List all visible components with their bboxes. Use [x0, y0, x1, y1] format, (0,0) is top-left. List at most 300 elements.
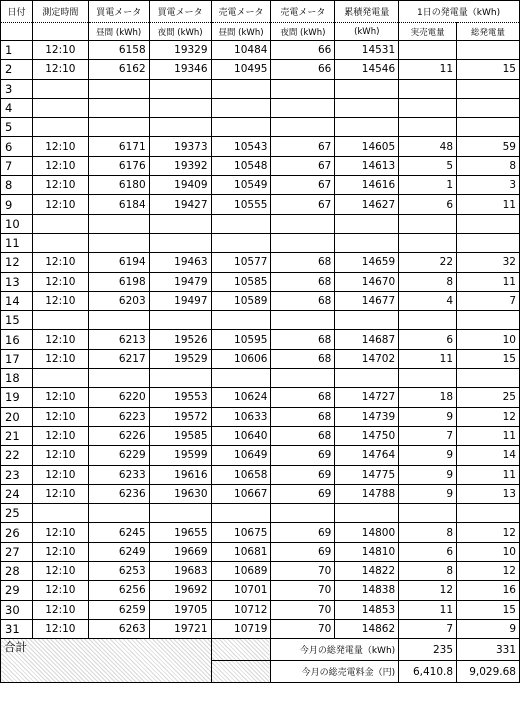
sold-cell[interactable]: 6: [399, 330, 457, 349]
sell-day-cell[interactable]: 10606: [211, 349, 271, 368]
time-cell[interactable]: [32, 79, 88, 98]
subheader-total-generation[interactable]: 総発電量: [457, 23, 520, 41]
sell-day-cell[interactable]: 10585: [211, 272, 271, 291]
sell-day-cell[interactable]: [211, 233, 271, 252]
sell-day-cell[interactable]: 10689: [211, 562, 271, 581]
cumulative-cell[interactable]: 14546: [335, 60, 399, 79]
cumulative-cell[interactable]: 14531: [335, 41, 399, 60]
time-cell[interactable]: 12:10: [32, 156, 88, 175]
sell-night-cell[interactable]: 67: [271, 137, 335, 156]
sell-night-cell[interactable]: 70: [271, 581, 335, 600]
buy-day-cell[interactable]: 6162: [88, 60, 149, 79]
generation-cell[interactable]: 15: [457, 60, 520, 79]
sell-day-cell[interactable]: 10675: [211, 523, 271, 542]
subheader-time-blank[interactable]: [32, 23, 88, 41]
sell-night-cell[interactable]: 68: [271, 291, 335, 310]
buy-night-cell[interactable]: [149, 311, 211, 330]
header-time[interactable]: 測定時間: [32, 1, 88, 23]
sell-night-cell[interactable]: 66: [271, 41, 335, 60]
sell-night-cell[interactable]: 68: [271, 388, 335, 407]
sell-day-cell[interactable]: 10543: [211, 137, 271, 156]
day-cell[interactable]: 5: [1, 118, 33, 137]
header-sell-night[interactable]: 売電メータ: [271, 1, 335, 23]
header-buy-night[interactable]: 買電メータ: [149, 1, 211, 23]
sold-cell[interactable]: [399, 504, 457, 523]
time-cell[interactable]: 12:10: [32, 542, 88, 561]
generation-cell[interactable]: 11: [457, 426, 520, 445]
buy-night-cell[interactable]: 19529: [149, 349, 211, 368]
cumulative-cell[interactable]: [335, 311, 399, 330]
sell-night-cell[interactable]: 68: [271, 426, 335, 445]
sell-night-cell[interactable]: 69: [271, 484, 335, 503]
cumulative-cell[interactable]: 14775: [335, 465, 399, 484]
day-cell[interactable]: 8: [1, 176, 33, 195]
generation-cell[interactable]: [457, 369, 520, 388]
cumulative-cell[interactable]: 14862: [335, 619, 399, 638]
buy-day-cell[interactable]: 6176: [88, 156, 149, 175]
cumulative-cell[interactable]: [335, 79, 399, 98]
cumulative-cell[interactable]: 14670: [335, 272, 399, 291]
monthly-generation-label[interactable]: 今月の総発電量（kWh): [271, 639, 399, 661]
time-cell[interactable]: 12:10: [32, 195, 88, 214]
cumulative-cell[interactable]: 14659: [335, 253, 399, 272]
sold-cell[interactable]: 9: [399, 484, 457, 503]
day-cell[interactable]: 7: [1, 156, 33, 175]
buy-day-cell[interactable]: [88, 311, 149, 330]
buy-night-cell[interactable]: 19669: [149, 542, 211, 561]
header-cumulative[interactable]: 累積発電量: [335, 1, 399, 23]
day-cell[interactable]: 2: [1, 60, 33, 79]
time-cell[interactable]: 12:10: [32, 41, 88, 60]
time-cell[interactable]: 12:10: [32, 272, 88, 291]
buy-night-cell[interactable]: 19346: [149, 60, 211, 79]
time-cell[interactable]: [32, 214, 88, 233]
sell-night-cell[interactable]: 69: [271, 465, 335, 484]
sell-day-cell[interactable]: 10577: [211, 253, 271, 272]
sold-cell[interactable]: 7: [399, 426, 457, 445]
buy-day-cell[interactable]: [88, 118, 149, 137]
sell-night-cell[interactable]: [271, 369, 335, 388]
generation-cell[interactable]: [457, 311, 520, 330]
day-cell[interactable]: 10: [1, 214, 33, 233]
sell-night-cell[interactable]: 70: [271, 600, 335, 619]
buy-day-cell[interactable]: [88, 214, 149, 233]
buy-night-cell[interactable]: [149, 79, 211, 98]
sell-day-cell[interactable]: 10595: [211, 330, 271, 349]
cumulative-cell[interactable]: 14613: [335, 156, 399, 175]
generation-cell[interactable]: 9: [457, 619, 520, 638]
day-cell[interactable]: 4: [1, 98, 33, 117]
generation-cell[interactable]: 12: [457, 562, 520, 581]
sold-cell[interactable]: 4: [399, 291, 457, 310]
generation-cell[interactable]: [457, 41, 520, 60]
generation-cell[interactable]: [457, 214, 520, 233]
buy-night-cell[interactable]: 19463: [149, 253, 211, 272]
buy-night-cell[interactable]: 19526: [149, 330, 211, 349]
sell-day-cell[interactable]: 10555: [211, 195, 271, 214]
generation-cell[interactable]: [457, 79, 520, 98]
sold-cell[interactable]: 12: [399, 581, 457, 600]
day-cell[interactable]: 22: [1, 446, 33, 465]
buy-night-cell[interactable]: [149, 118, 211, 137]
time-cell[interactable]: [32, 98, 88, 117]
buy-day-cell[interactable]: [88, 79, 149, 98]
sold-cell[interactable]: 1: [399, 176, 457, 195]
buy-night-cell[interactable]: 19599: [149, 446, 211, 465]
buy-night-cell[interactable]: 19427: [149, 195, 211, 214]
sell-night-cell[interactable]: 68: [271, 253, 335, 272]
sell-day-cell[interactable]: 10633: [211, 407, 271, 426]
day-cell[interactable]: 30: [1, 600, 33, 619]
cumulative-cell[interactable]: 14677: [335, 291, 399, 310]
buy-day-cell[interactable]: [88, 98, 149, 117]
day-cell[interactable]: 26: [1, 523, 33, 542]
sell-night-cell[interactable]: [271, 118, 335, 137]
sell-night-cell[interactable]: [271, 79, 335, 98]
sell-day-cell[interactable]: 10701: [211, 581, 271, 600]
sold-cell[interactable]: 7: [399, 619, 457, 638]
cumulative-cell[interactable]: 14750: [335, 426, 399, 445]
time-cell[interactable]: [32, 118, 88, 137]
cumulative-cell[interactable]: 14810: [335, 542, 399, 561]
sell-night-cell[interactable]: 69: [271, 523, 335, 542]
time-cell[interactable]: 12:10: [32, 523, 88, 542]
buy-day-cell[interactable]: [88, 233, 149, 252]
sold-cell[interactable]: 48: [399, 137, 457, 156]
buy-night-cell[interactable]: 19409: [149, 176, 211, 195]
sell-night-cell[interactable]: 68: [271, 349, 335, 368]
sell-day-cell[interactable]: [211, 311, 271, 330]
cumulative-cell[interactable]: [335, 369, 399, 388]
generation-cell[interactable]: 12: [457, 407, 520, 426]
subheader-cumulative[interactable]: (kWh): [335, 23, 399, 41]
buy-night-cell[interactable]: 19497: [149, 291, 211, 310]
sell-day-cell[interactable]: 10640: [211, 426, 271, 445]
day-cell[interactable]: 12: [1, 253, 33, 272]
sell-day-cell[interactable]: 10719: [211, 619, 271, 638]
generation-cell[interactable]: 3: [457, 176, 520, 195]
buy-night-cell[interactable]: 19683: [149, 562, 211, 581]
cumulative-cell[interactable]: [335, 118, 399, 137]
buy-day-cell[interactable]: 6236: [88, 484, 149, 503]
day-cell[interactable]: 18: [1, 369, 33, 388]
time-cell[interactable]: 12:10: [32, 349, 88, 368]
buy-night-cell[interactable]: 19572: [149, 407, 211, 426]
sold-cell[interactable]: 22: [399, 253, 457, 272]
time-cell[interactable]: [32, 504, 88, 523]
subheader-buy-day[interactable]: 昼間 (kWh): [88, 23, 149, 41]
cumulative-cell[interactable]: 14727: [335, 388, 399, 407]
generation-cell[interactable]: [457, 118, 520, 137]
sell-night-cell[interactable]: 67: [271, 195, 335, 214]
cumulative-cell[interactable]: [335, 98, 399, 117]
time-cell[interactable]: [32, 233, 88, 252]
time-cell[interactable]: 12:10: [32, 562, 88, 581]
day-cell[interactable]: 11: [1, 233, 33, 252]
sell-night-cell[interactable]: [271, 98, 335, 117]
cumulative-cell[interactable]: 14739: [335, 407, 399, 426]
buy-night-cell[interactable]: [149, 369, 211, 388]
subheader-sell-night[interactable]: 夜間 (kWh): [271, 23, 335, 41]
day-cell[interactable]: 16: [1, 330, 33, 349]
day-cell[interactable]: 23: [1, 465, 33, 484]
sell-day-cell[interactable]: 10549: [211, 176, 271, 195]
sell-night-cell[interactable]: 67: [271, 156, 335, 175]
time-cell[interactable]: [32, 311, 88, 330]
sold-cell[interactable]: [399, 311, 457, 330]
buy-night-cell[interactable]: 19479: [149, 272, 211, 291]
sell-day-cell[interactable]: 10495: [211, 60, 271, 79]
generation-cell[interactable]: [457, 98, 520, 117]
sell-day-cell[interactable]: 10484: [211, 41, 271, 60]
day-cell[interactable]: 31: [1, 619, 33, 638]
buy-day-cell[interactable]: 6220: [88, 388, 149, 407]
cumulative-cell[interactable]: 14702: [335, 349, 399, 368]
sell-day-cell[interactable]: [211, 504, 271, 523]
cumulative-cell[interactable]: [335, 214, 399, 233]
sell-day-cell[interactable]: [211, 98, 271, 117]
subheader-actual-sold[interactable]: 実売電量: [399, 23, 457, 41]
day-cell[interactable]: 13: [1, 272, 33, 291]
buy-night-cell[interactable]: 19655: [149, 523, 211, 542]
sell-night-cell[interactable]: 70: [271, 619, 335, 638]
monthly-total-kwh[interactable]: 331: [457, 639, 520, 661]
subheader-sell-day[interactable]: 昼間 (kWh): [211, 23, 271, 41]
sold-cell[interactable]: 11: [399, 349, 457, 368]
sold-cell[interactable]: 6: [399, 195, 457, 214]
buy-night-cell[interactable]: [149, 504, 211, 523]
sell-night-cell[interactable]: [271, 214, 335, 233]
sold-cell[interactable]: [399, 79, 457, 98]
sold-cell[interactable]: [399, 369, 457, 388]
buy-night-cell[interactable]: 19585: [149, 426, 211, 445]
cumulative-cell[interactable]: [335, 233, 399, 252]
monthly-fee-label[interactable]: 今月の総売電料金（円): [271, 661, 399, 683]
cumulative-cell[interactable]: 14616: [335, 176, 399, 195]
buy-night-cell[interactable]: 19553: [149, 388, 211, 407]
cumulative-cell[interactable]: 14788: [335, 484, 399, 503]
generation-cell[interactable]: 14: [457, 446, 520, 465]
generation-cell[interactable]: 16: [457, 581, 520, 600]
time-cell[interactable]: 12:10: [32, 388, 88, 407]
sell-day-cell[interactable]: 10649: [211, 446, 271, 465]
buy-day-cell[interactable]: 6245: [88, 523, 149, 542]
totals-filler-1[interactable]: [211, 639, 271, 661]
sell-night-cell[interactable]: 67: [271, 176, 335, 195]
day-cell[interactable]: 21: [1, 426, 33, 445]
sold-cell[interactable]: 8: [399, 272, 457, 291]
time-cell[interactable]: 12:10: [32, 330, 88, 349]
buy-day-cell[interactable]: 6263: [88, 619, 149, 638]
buy-night-cell[interactable]: 19373: [149, 137, 211, 156]
generation-cell[interactable]: 10: [457, 330, 520, 349]
generation-cell[interactable]: 25: [457, 388, 520, 407]
sell-night-cell[interactable]: 69: [271, 542, 335, 561]
generation-cell[interactable]: 10: [457, 542, 520, 561]
sold-cell[interactable]: 9: [399, 465, 457, 484]
header-daily-generation[interactable]: 1日の発電量（kWh): [399, 1, 520, 23]
generation-cell[interactable]: 59: [457, 137, 520, 156]
generation-cell[interactable]: 11: [457, 465, 520, 484]
buy-night-cell[interactable]: 19392: [149, 156, 211, 175]
day-cell[interactable]: 20: [1, 407, 33, 426]
buy-day-cell[interactable]: 6194: [88, 253, 149, 272]
sold-cell[interactable]: 6: [399, 542, 457, 561]
day-cell[interactable]: 1: [1, 41, 33, 60]
sell-night-cell[interactable]: 70: [271, 562, 335, 581]
day-cell[interactable]: 3: [1, 79, 33, 98]
time-cell[interactable]: 12:10: [32, 137, 88, 156]
sold-cell[interactable]: 9: [399, 446, 457, 465]
day-cell[interactable]: 17: [1, 349, 33, 368]
sell-day-cell[interactable]: [211, 214, 271, 233]
buy-night-cell[interactable]: 19616: [149, 465, 211, 484]
generation-cell[interactable]: 12: [457, 523, 520, 542]
sold-cell[interactable]: [399, 98, 457, 117]
sell-night-cell[interactable]: 68: [271, 407, 335, 426]
header-sell-day[interactable]: 売電メータ: [211, 1, 271, 23]
sell-day-cell[interactable]: 10658: [211, 465, 271, 484]
time-cell[interactable]: [32, 369, 88, 388]
generation-cell[interactable]: 15: [457, 600, 520, 619]
buy-night-cell[interactable]: 19705: [149, 600, 211, 619]
sold-cell[interactable]: 5: [399, 156, 457, 175]
cumulative-cell[interactable]: 14822: [335, 562, 399, 581]
day-cell[interactable]: 9: [1, 195, 33, 214]
buy-day-cell[interactable]: 6217: [88, 349, 149, 368]
monthly-sold-kwh[interactable]: 235: [399, 639, 457, 661]
cumulative-cell[interactable]: 14605: [335, 137, 399, 156]
buy-day-cell[interactable]: [88, 369, 149, 388]
time-cell[interactable]: 12:10: [32, 291, 88, 310]
sell-day-cell[interactable]: 10548: [211, 156, 271, 175]
sell-night-cell[interactable]: 68: [271, 330, 335, 349]
day-cell[interactable]: 14: [1, 291, 33, 310]
time-cell[interactable]: 12:10: [32, 581, 88, 600]
buy-day-cell[interactable]: 6180: [88, 176, 149, 195]
buy-night-cell[interactable]: 19692: [149, 581, 211, 600]
sold-cell[interactable]: 8: [399, 523, 457, 542]
sold-cell[interactable]: 11: [399, 600, 457, 619]
day-cell[interactable]: 24: [1, 484, 33, 503]
sell-night-cell[interactable]: [271, 504, 335, 523]
buy-day-cell[interactable]: 6198: [88, 272, 149, 291]
sell-night-cell[interactable]: [271, 233, 335, 252]
time-cell[interactable]: 12:10: [32, 176, 88, 195]
sell-day-cell[interactable]: 10624: [211, 388, 271, 407]
generation-cell[interactable]: [457, 504, 520, 523]
buy-night-cell[interactable]: [149, 98, 211, 117]
buy-day-cell[interactable]: 6158: [88, 41, 149, 60]
buy-night-cell[interactable]: [149, 233, 211, 252]
sold-cell[interactable]: 9: [399, 407, 457, 426]
generation-cell[interactable]: 32: [457, 253, 520, 272]
sell-night-cell[interactable]: 66: [271, 60, 335, 79]
sold-cell[interactable]: 11: [399, 60, 457, 79]
buy-day-cell[interactable]: 6249: [88, 542, 149, 561]
totals-filler-2[interactable]: [211, 661, 271, 683]
sell-day-cell[interactable]: 10712: [211, 600, 271, 619]
day-cell[interactable]: 25: [1, 504, 33, 523]
day-cell[interactable]: 19: [1, 388, 33, 407]
buy-night-cell[interactable]: [149, 214, 211, 233]
monthly-sold-fee[interactable]: 6,410.8: [399, 661, 457, 683]
time-cell[interactable]: 12:10: [32, 426, 88, 445]
sell-day-cell[interactable]: [211, 118, 271, 137]
monthly-total-fee[interactable]: 9,029.68: [457, 661, 520, 683]
cumulative-cell[interactable]: 14800: [335, 523, 399, 542]
header-buy-day[interactable]: 買電メータ: [88, 1, 149, 23]
sell-day-cell[interactable]: 10681: [211, 542, 271, 561]
buy-day-cell[interactable]: 6203: [88, 291, 149, 310]
day-cell[interactable]: 15: [1, 311, 33, 330]
sold-cell[interactable]: [399, 214, 457, 233]
generation-cell[interactable]: 15: [457, 349, 520, 368]
generation-cell[interactable]: 11: [457, 195, 520, 214]
time-cell[interactable]: 12:10: [32, 600, 88, 619]
sell-day-cell[interactable]: [211, 369, 271, 388]
buy-day-cell[interactable]: 6256: [88, 581, 149, 600]
time-cell[interactable]: 12:10: [32, 253, 88, 272]
generation-cell[interactable]: 7: [457, 291, 520, 310]
time-cell[interactable]: 12:10: [32, 60, 88, 79]
buy-night-cell[interactable]: 19630: [149, 484, 211, 503]
cumulative-cell[interactable]: 14627: [335, 195, 399, 214]
sell-day-cell[interactable]: 10667: [211, 484, 271, 503]
buy-day-cell[interactable]: 6229: [88, 446, 149, 465]
buy-day-cell[interactable]: 6213: [88, 330, 149, 349]
time-cell[interactable]: 12:10: [32, 407, 88, 426]
buy-day-cell[interactable]: 6223: [88, 407, 149, 426]
sell-day-cell[interactable]: [211, 79, 271, 98]
buy-day-cell[interactable]: 6233: [88, 465, 149, 484]
buy-day-cell[interactable]: [88, 504, 149, 523]
sell-night-cell[interactable]: 68: [271, 272, 335, 291]
subheader-buy-night[interactable]: 夜間 (kWh): [149, 23, 211, 41]
sell-day-cell[interactable]: 10589: [211, 291, 271, 310]
cumulative-cell[interactable]: 14838: [335, 581, 399, 600]
day-cell[interactable]: 6: [1, 137, 33, 156]
totals-label[interactable]: 合計: [1, 639, 212, 683]
cumulative-cell[interactable]: 14853: [335, 600, 399, 619]
buy-night-cell[interactable]: 19329: [149, 41, 211, 60]
sold-cell[interactable]: [399, 118, 457, 137]
time-cell[interactable]: 12:10: [32, 484, 88, 503]
sold-cell[interactable]: [399, 233, 457, 252]
day-cell[interactable]: 27: [1, 542, 33, 561]
buy-day-cell[interactable]: 6184: [88, 195, 149, 214]
sell-night-cell[interactable]: 69: [271, 446, 335, 465]
buy-day-cell[interactable]: 6171: [88, 137, 149, 156]
time-cell[interactable]: 12:10: [32, 465, 88, 484]
generation-cell[interactable]: 11: [457, 272, 520, 291]
buy-day-cell[interactable]: 6259: [88, 600, 149, 619]
generation-cell[interactable]: 8: [457, 156, 520, 175]
day-cell[interactable]: 28: [1, 562, 33, 581]
cumulative-cell[interactable]: [335, 504, 399, 523]
buy-night-cell[interactable]: 19721: [149, 619, 211, 638]
cumulative-cell[interactable]: 14764: [335, 446, 399, 465]
generation-cell[interactable]: 13: [457, 484, 520, 503]
sold-cell[interactable]: 18: [399, 388, 457, 407]
day-cell[interactable]: 29: [1, 581, 33, 600]
cumulative-cell[interactable]: 14687: [335, 330, 399, 349]
buy-day-cell[interactable]: 6253: [88, 562, 149, 581]
header-day[interactable]: 日付: [1, 1, 33, 23]
sold-cell[interactable]: [399, 41, 457, 60]
time-cell[interactable]: 12:10: [32, 619, 88, 638]
sold-cell[interactable]: 8: [399, 562, 457, 581]
